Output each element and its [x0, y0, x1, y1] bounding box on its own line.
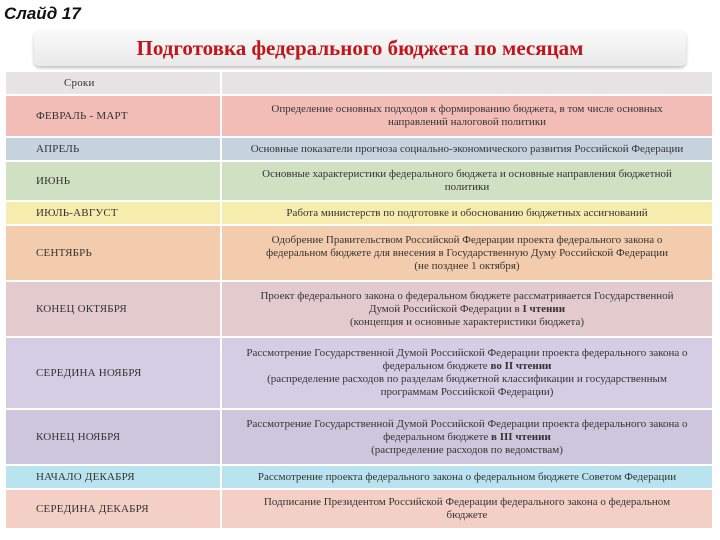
table-row: [6, 137, 713, 161]
header-period: Сроки: [6, 72, 221, 95]
description-line: Думой Российской Федерации в: [368, 302, 523, 315]
description-line: Определение основных подходов к формированию бюджета, в том числе основных: [271, 103, 663, 115]
description-line: (распределение расходов по разделам бюджетной классификации и государственным: [267, 373, 667, 385]
period-cell: СЕРЕДИНА ДЕКАБРЯ: [6, 489, 221, 529]
reading-emphasis: в III чтении: [491, 430, 551, 443]
table-row: [6, 95, 713, 137]
description-line: программам Российской Федерации): [380, 386, 554, 398]
table-header-row: [6, 72, 713, 95]
description-cell: [221, 409, 713, 465]
period-cell: НАЧАЛО ДЕКАБРЯ: [6, 465, 221, 489]
reading-emphasis: во II чтении: [490, 360, 552, 372]
slide-number: Слайд 17: [4, 4, 81, 23]
description-line: политики: [444, 181, 490, 193]
description-line: Проект федерального закона о федеральном бюджете рассматривается Государственной: [260, 289, 674, 302]
description-line: направлений налоговой политики: [387, 116, 547, 128]
description-line: Рассмотрение Государственной Думой Российской Федерации проекта федерального закона о: [246, 347, 688, 359]
description-cell: [221, 281, 713, 337]
period-cell: КОНЕЦ НОЯБРЯ: [6, 409, 221, 465]
reading-emphasis: I чтении: [522, 302, 566, 315]
description-line: Рассмотрение проекта федерального закона о федеральном бюджете Советом Федерации: [257, 470, 677, 483]
period-cell: СЕНТЯБРЬ: [6, 225, 221, 281]
period-cell: ИЮНЬ: [6, 161, 221, 201]
header-description: [221, 72, 713, 95]
description-cell: [221, 465, 713, 489]
description-line: Одобрение Правительством Российской Федерации проекта федерального закона о: [271, 233, 663, 246]
period-cell: ФЕВРАЛЬ - МАРТ: [6, 95, 221, 137]
description-cell: [221, 489, 713, 529]
table-row: [6, 409, 713, 465]
period-cell: ИЮЛЬ-АВГУСТ: [6, 201, 221, 225]
budget-schedule-table: [6, 72, 714, 540]
description-line: Подписание Президентом Российской Федерации федерального закона о федеральном: [263, 496, 671, 508]
table-row: [6, 465, 713, 489]
description-line: (распределение расходов по ведомствам): [371, 443, 563, 456]
description-cell: [221, 161, 713, 201]
table-row: [6, 201, 713, 225]
description-line: федеральном бюджете для внесения в Государственную Думу Российской Федерации: [265, 246, 668, 259]
period-cell: СЕРЕДИНА НОЯБРЯ: [6, 337, 221, 409]
description-line: Рассмотрение Государственной Думой Российской Федерации проекта федерального закона о: [246, 417, 688, 430]
description-cell: [221, 201, 713, 225]
description-line: бюджете: [446, 509, 488, 521]
title-bar: [34, 30, 686, 66]
description-line: Основные характеристики федерального бюджета и основные направления бюджетной: [262, 168, 672, 180]
table-row: [6, 337, 713, 409]
description-cell: [221, 137, 713, 161]
slide-title: Подготовка федерального бюджета по месяцам: [136, 36, 584, 60]
description-line: Основные показатели прогноза социально-экономического развития Российской Федерации: [250, 142, 684, 155]
description-line: федеральном бюджете: [382, 360, 491, 372]
description-line: (не позднее 1 октября): [414, 259, 520, 272]
table-row: [6, 281, 713, 337]
description-cell: [221, 95, 713, 137]
table-row: [6, 161, 713, 201]
description-line: Работа министерств по подготовке и обоснованию бюджетных ассигнований: [286, 206, 648, 219]
period-cell: КОНЕЦ ОКТЯБРЯ: [6, 281, 221, 337]
description-cell: [221, 337, 713, 409]
description-line: (концепция и основные характеристики бюджета): [350, 315, 584, 328]
description-line: федеральном бюджете: [383, 430, 492, 443]
period-cell: АПРЕЛЬ: [6, 137, 221, 161]
table-row: [6, 489, 713, 529]
description-cell: [221, 225, 713, 281]
table-row: [6, 225, 713, 281]
